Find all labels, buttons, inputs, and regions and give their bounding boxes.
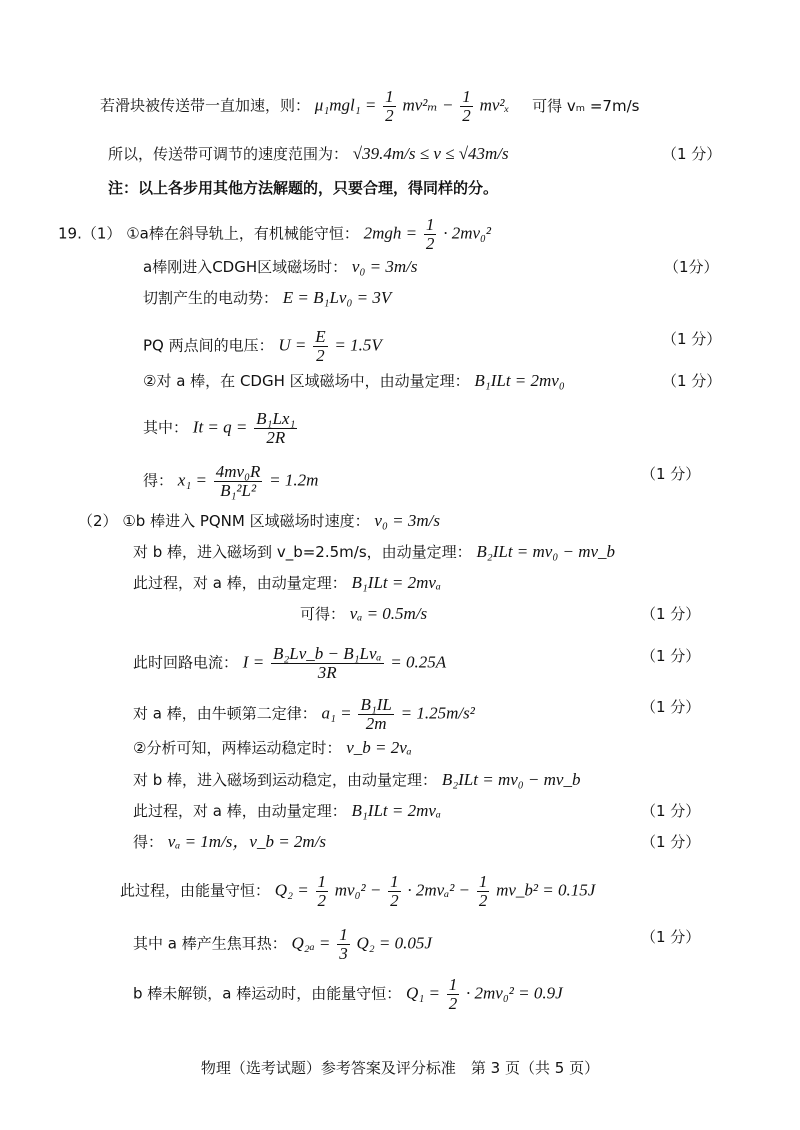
equation: v₀ = 3m/s xyxy=(374,511,440,530)
numerator: E xyxy=(315,327,326,346)
denominator: 2 xyxy=(316,346,325,365)
text: 若滑块被传送带一直加速，则： xyxy=(100,96,311,115)
text: ①b 棒进入 PQNM 区域磁场时速度： xyxy=(122,512,370,530)
equation: B₁ILt = 2mvₐ xyxy=(351,801,441,820)
text: 所以，传送带可调节的速度范围为： xyxy=(108,145,349,163)
denominator: 2 xyxy=(478,891,488,910)
text: 此时回路电流： xyxy=(133,653,239,672)
fraction xyxy=(460,88,473,125)
denominator: 2 xyxy=(462,106,471,125)
q19-line-2 xyxy=(143,256,417,278)
line-2 xyxy=(108,143,509,165)
equation: vₐ = 0.5m/s xyxy=(349,604,428,623)
denominator: 2 xyxy=(317,891,326,910)
text: 可得： xyxy=(300,605,346,623)
result: 可得 vₘ =7m/s xyxy=(532,96,640,115)
score-mark: （1 分） xyxy=(641,928,701,946)
q19-2-line-10 xyxy=(133,831,326,853)
note: 注：以上各步用其他方法解题的，只要合理，得同样的分。 xyxy=(108,179,499,197)
score-mark: （1 分） xyxy=(662,372,722,390)
numerator: 1 xyxy=(478,872,488,891)
q19-2-line-3 xyxy=(133,572,441,594)
equation: √39.4m/s ≤ v ≤ √43m/s xyxy=(352,144,509,163)
denominator: 3 xyxy=(339,944,348,963)
equation: = 1.2m xyxy=(269,470,319,490)
equation: a₁ = xyxy=(321,703,352,723)
q19-2-line-2 xyxy=(133,541,615,563)
q19-2-line-5 xyxy=(133,645,446,682)
fraction xyxy=(388,873,401,910)
text: 对 a 棒，由牛顿第二定律： xyxy=(133,704,317,723)
page-footer: 物理（选考试题）参考答案及评分标准 第 3 页（共 5 页） xyxy=(200,1059,600,1077)
text: 此过程，由能量守恒： xyxy=(120,881,271,900)
equation: B₁ILt = 2mvₐ xyxy=(351,573,441,592)
fraction xyxy=(477,873,490,910)
equation: = 1.5V xyxy=(334,335,382,355)
text: a棒刚进入CDGH区域磁场时： xyxy=(143,258,348,276)
equation: v_b = 2vₐ xyxy=(346,738,412,757)
text: 其中 a 棒产生焦耳热： xyxy=(133,934,287,953)
equation: v₀ = 3m/s xyxy=(351,257,418,276)
equation: · 2mv₀² = 0.9J xyxy=(466,983,563,1003)
text: ②对 a 棒，在 CDGH 区域磁场中，由动量定理： xyxy=(143,372,470,390)
equation: mv₀² − xyxy=(334,880,382,900)
score-mark: （1 分） xyxy=(641,833,701,851)
q19-2-line-8 xyxy=(133,769,580,791)
equation: It = q = xyxy=(192,417,248,437)
q19-line-3 xyxy=(143,287,391,309)
equation: · 2mv₀² xyxy=(443,223,492,243)
equation: B₁ILt = 2mv₀ xyxy=(474,371,565,390)
q19-2-line-13 xyxy=(133,976,563,1013)
equation: Q₂ₐ = xyxy=(291,933,331,953)
numerator: 4mv₀R xyxy=(215,462,261,481)
score-mark: （1 分） xyxy=(641,465,701,483)
denominator: 3R xyxy=(317,663,337,682)
fraction xyxy=(447,976,460,1013)
score-mark: （1 分） xyxy=(641,647,701,665)
q19-line-6 xyxy=(143,410,299,447)
numerator: 1 xyxy=(385,87,394,106)
denominator: 2m xyxy=(365,714,387,733)
fraction xyxy=(383,88,396,125)
q19-2-line-6 xyxy=(133,696,475,733)
equation: Q₂ = xyxy=(274,880,309,900)
equation: Q₂ = 0.05J xyxy=(356,933,432,953)
numerator: 1 xyxy=(448,975,458,994)
equation: mv²ₘ − xyxy=(402,95,454,115)
q19-2-line-9 xyxy=(133,800,441,822)
q19-2-line-1 xyxy=(78,510,440,532)
equation: Q₁ = xyxy=(406,983,440,1003)
fraction xyxy=(358,696,393,733)
question-number: 19.（1） xyxy=(58,224,122,243)
text: 对 b 棒，进入磁场到 v_b=2.5m/s，由动量定理： xyxy=(133,543,472,561)
score-mark: （1分） xyxy=(664,258,719,276)
denominator: 2R xyxy=(266,428,286,447)
equation: mv²ₓ xyxy=(479,95,510,115)
score-mark: （1 分） xyxy=(641,605,701,623)
text: PQ 两点间的电压： xyxy=(143,336,274,355)
equation: mv_b² = 0.15J xyxy=(496,880,596,900)
text: 其中： xyxy=(143,418,189,437)
q19-2-line-7 xyxy=(133,737,412,759)
q19-2-line-11 xyxy=(120,873,595,910)
equation: = 0.25A xyxy=(390,652,447,672)
numerator: 1 xyxy=(317,872,326,891)
fraction xyxy=(424,216,437,253)
fraction xyxy=(337,926,350,963)
equation: B₂ILt = mv₀ − mv_b xyxy=(441,770,581,789)
equation: B₂ILt = mv₀ − mv_b xyxy=(476,542,616,561)
q19-2-line-4 xyxy=(300,603,427,625)
equation: x₁ = xyxy=(177,470,207,490)
q19-line-5 xyxy=(143,370,565,392)
equation: U = xyxy=(278,335,307,355)
text: 对 b 棒，进入磁场到运动稳定，由动量定理： xyxy=(133,771,438,789)
score-mark: （1 分） xyxy=(641,698,701,716)
numerator: B₂Lv_b − B₁Lvₐ xyxy=(272,644,382,663)
text: 此过程，对 a 棒，由动量定理： xyxy=(133,574,347,592)
q19-line-1 xyxy=(58,216,491,253)
denominator: 2 xyxy=(425,234,435,253)
text: 切割产生的电动势： xyxy=(143,289,279,307)
text: ②分析可知，两棒运动稳定时： xyxy=(133,739,342,757)
q19-2-line-12 xyxy=(133,926,432,963)
equation: · 2mvₐ² − xyxy=(407,880,471,900)
numerator: 1 xyxy=(425,215,435,234)
text: 得： xyxy=(143,471,174,490)
line-1 xyxy=(100,88,639,125)
score-mark: （1 分） xyxy=(662,330,722,348)
denominator: 2 xyxy=(390,891,399,910)
text: ①a棒在斜导轨上，有机械能守恒： xyxy=(126,224,359,243)
numerator: 1 xyxy=(390,872,399,891)
equation: 2mgh = xyxy=(363,223,418,243)
q19-line-7 xyxy=(143,463,318,500)
fraction xyxy=(271,645,384,682)
q19-line-4 xyxy=(143,328,382,365)
score-mark: （1 分） xyxy=(641,802,701,820)
fraction xyxy=(313,328,327,365)
denominator: 2 xyxy=(448,994,458,1013)
equation: vₐ = 1m/s，v_b = 2m/s xyxy=(167,832,327,851)
denominator: 2 xyxy=(385,106,394,125)
denominator: B₁²L² xyxy=(220,481,257,500)
numerator: 1 xyxy=(339,925,348,944)
text: 此过程，对 a 棒，由动量定理： xyxy=(133,802,347,820)
equation: = 1.25m/s² xyxy=(400,703,475,723)
numerator: B₁Lx₁ xyxy=(256,409,296,428)
fraction xyxy=(254,410,297,447)
text: b 棒未解锁，a 棒运动时，由能量守恒： xyxy=(133,984,402,1003)
numerator: B₁IL xyxy=(360,695,392,714)
numerator: 1 xyxy=(462,87,471,106)
score-mark: （1 分） xyxy=(662,145,722,163)
text: 得： xyxy=(133,833,164,851)
equation: μ₁mgl₁ = xyxy=(314,95,377,115)
equation: I = xyxy=(242,652,265,672)
fraction xyxy=(316,873,329,910)
part-label: （2） xyxy=(78,512,118,530)
equation: E = B₁Lv₀ = 3V xyxy=(282,288,392,307)
fraction xyxy=(214,463,263,500)
